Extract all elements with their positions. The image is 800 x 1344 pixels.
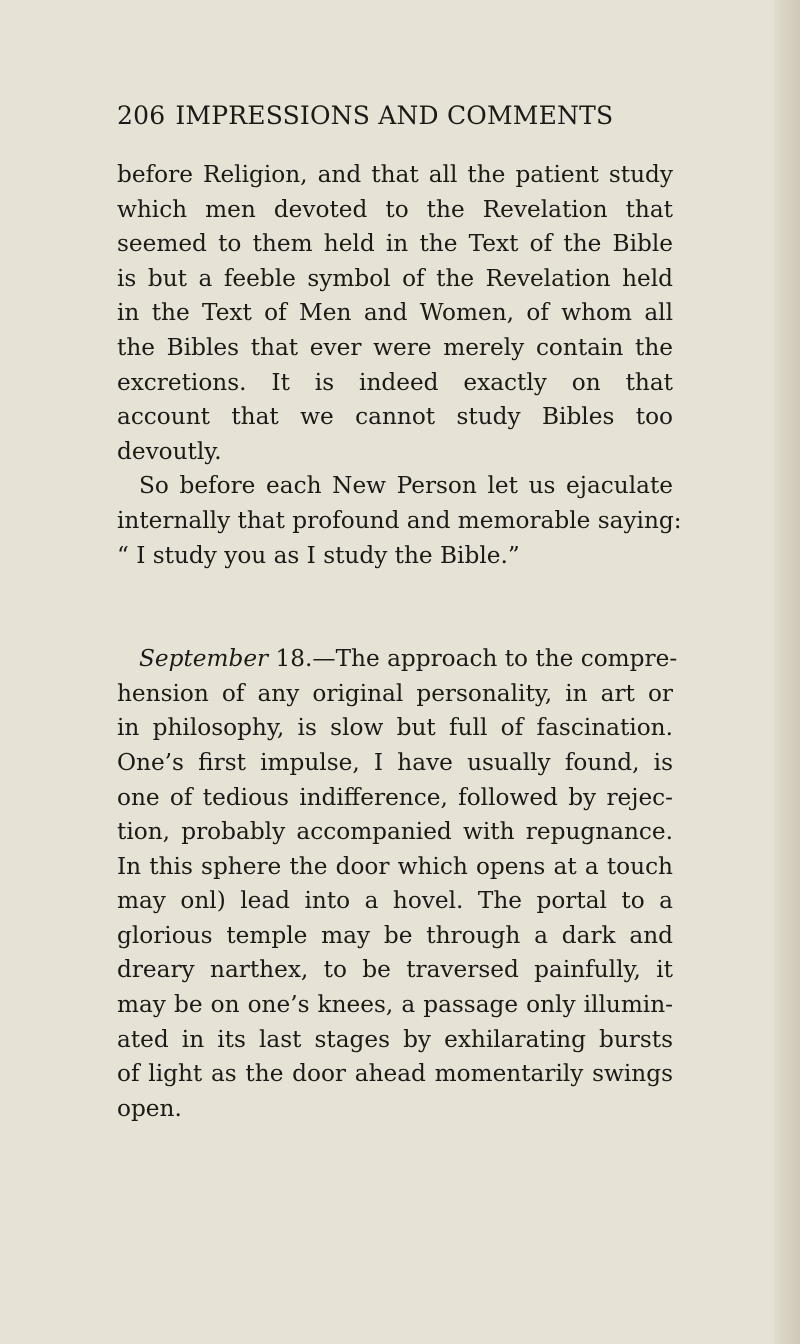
- text-line: “ I study you as I study the Bible.”: [117, 541, 520, 569]
- text-line: devoutly.: [117, 437, 222, 465]
- text-line: before Religion, and that all the patient study: [117, 161, 673, 188]
- text-line: internally that profound and memorable saying:: [117, 506, 682, 534]
- text-line: glorious temple may be through a dark and: [117, 921, 673, 949]
- text-line: of light as the door ahead momentarily swings: [117, 1060, 673, 1088]
- entry-date-month: September: [139, 645, 269, 673]
- page-number: 206: [117, 101, 166, 130]
- text-line: in philosophy, is slow but full of fascination.: [117, 714, 673, 742]
- text-line: So before each New Person let us ejaculate: [139, 472, 673, 500]
- page-edge-shadow: [774, 0, 800, 1344]
- running-head-title: IMPRESSIONS AND COMMENTS: [175, 101, 614, 130]
- text-line: the Bibles that ever were merely contain the: [117, 333, 673, 361]
- text-line: one of tedious indifference, followed by rejec-: [117, 783, 673, 811]
- text-line: in the Text of Men and Women, of whom all: [117, 299, 673, 327]
- text-line: tion, probably accompanied with repugnance.: [117, 818, 673, 846]
- running-head: [117, 96, 717, 136]
- text-line: open.: [117, 1094, 182, 1122]
- body-text: [117, 158, 682, 1126]
- text-line: account that we cannot study Bibles too: [117, 403, 673, 431]
- entry-first-line: [117, 642, 678, 677]
- text-line: ated in its last stages by exhilarating bursts: [117, 1025, 673, 1053]
- text-line: dreary narthex, to be traversed painfully, it: [117, 956, 673, 984]
- text-line: seemed to them held in the Text of the Bible: [117, 230, 673, 258]
- text-line: One’s first impulse, I have usually found, is: [117, 748, 673, 776]
- text-line: may onl) lead into a hovel. The portal to a: [117, 887, 673, 915]
- text-line: may be on one’s knees, a passage only illumin-: [117, 991, 673, 1019]
- text-line: hension of any original personality, in art or: [117, 679, 673, 707]
- text-line: excretions. It is indeed exactly on that: [117, 368, 673, 396]
- text-line: In this sphere the door which opens at a touch: [117, 852, 673, 880]
- entry-first-line-text: 18.—The approach to the compre-: [268, 645, 678, 673]
- text-line: which men devoted to the Revelation that: [117, 195, 673, 223]
- text-line: is but a feeble symbol of the Revelation held: [117, 264, 673, 292]
